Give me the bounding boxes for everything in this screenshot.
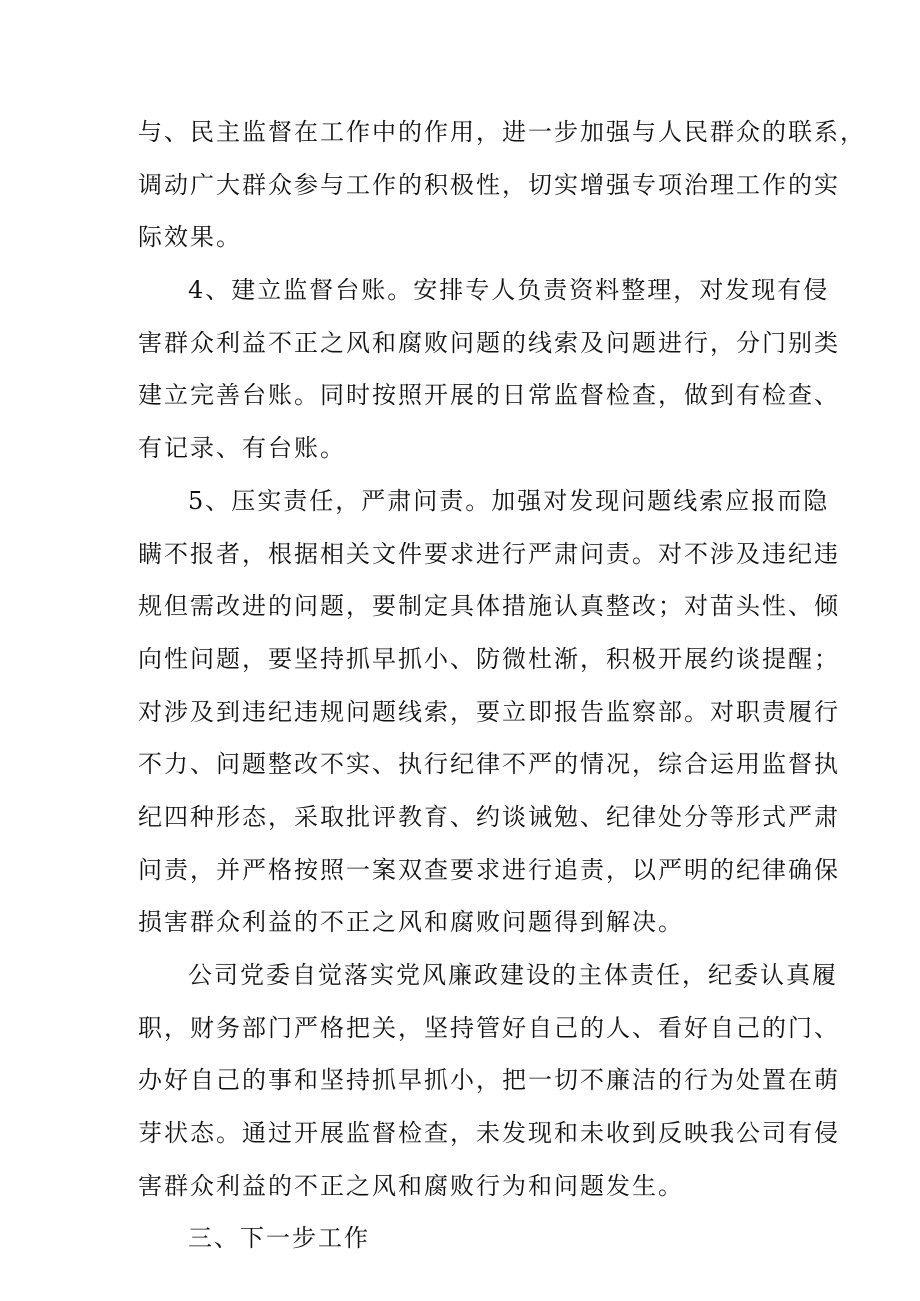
text-line: 办好自己的事和坚持抓早抓小，把一切不廉洁的行为处置在萌 <box>138 1066 840 1095</box>
document-body <box>138 106 866 1265</box>
text-line: 规但需改进的问题，要制定具体措施认真整改；对苗头性、倾 <box>138 592 840 621</box>
text-line: 纪四种形态，采取批评教育、约谈诫勉、纪律处分等形式严肃 <box>138 802 840 831</box>
paragraph-5-heading-line: 5、压实责任，严肃问责。加强对发现问题线索应报而隐 <box>188 486 830 515</box>
text-line: 不力、问题整改不实、执行纪律不严的情况，综合运用监督执 <box>138 750 840 779</box>
paragraph-4-heading-line: 4、建立监督台账。安排专人负责资料整理，对发现有侵 <box>188 276 830 305</box>
text-line: 芽状态。通过开展监督检查，未发现和未收到反映我公司有侵 <box>138 1119 840 1148</box>
section-heading-next-steps: 三、下一步工作 <box>188 1224 370 1253</box>
text-line: 损害群众利益的不正之风和腐败问题得到解决。 <box>138 908 684 937</box>
text-line: 职，财务部门严格把关，坚持管好自己的人、看好自己的门、 <box>138 1013 840 1042</box>
text-line: 有记录、有台账。 <box>138 434 346 463</box>
text-line: 向性问题，要坚持抓早抓小、防微杜渐，积极开展约谈提醒； <box>138 644 840 673</box>
text-line: 害群众利益不正之风和腐败问题的线索及问题进行，分门别类 <box>138 328 840 357</box>
text-line: 与、民主监督在工作中的作用，进一步加强与人民群众的联系， <box>138 118 866 146</box>
text-line: 调动广大群众参与工作的积极性，切实增强专项治理工作的实 <box>138 170 840 199</box>
text-line: 瞒不报者，根据相关文件要求进行严肃问责。对不涉及违纪违 <box>138 539 840 568</box>
text-line: 问责，并严格按照一案双查要求进行追责，以严明的纪律确保 <box>138 855 840 884</box>
text-line: 建立完善台账。同时按照开展的日常监督检查，做到有检查、 <box>138 381 840 410</box>
summary-paragraph-line: 公司党委自觉落实党风廉政建设的主体责任，纪委认真履 <box>188 961 838 989</box>
text-line: 对涉及到违纪违规问题线索，要立即报告监察部。对职责履行 <box>138 697 840 726</box>
text-line: 际效果。 <box>138 223 242 252</box>
text-line: 害群众利益的不正之风和腐败行为和问题发生。 <box>138 1171 684 1200</box>
